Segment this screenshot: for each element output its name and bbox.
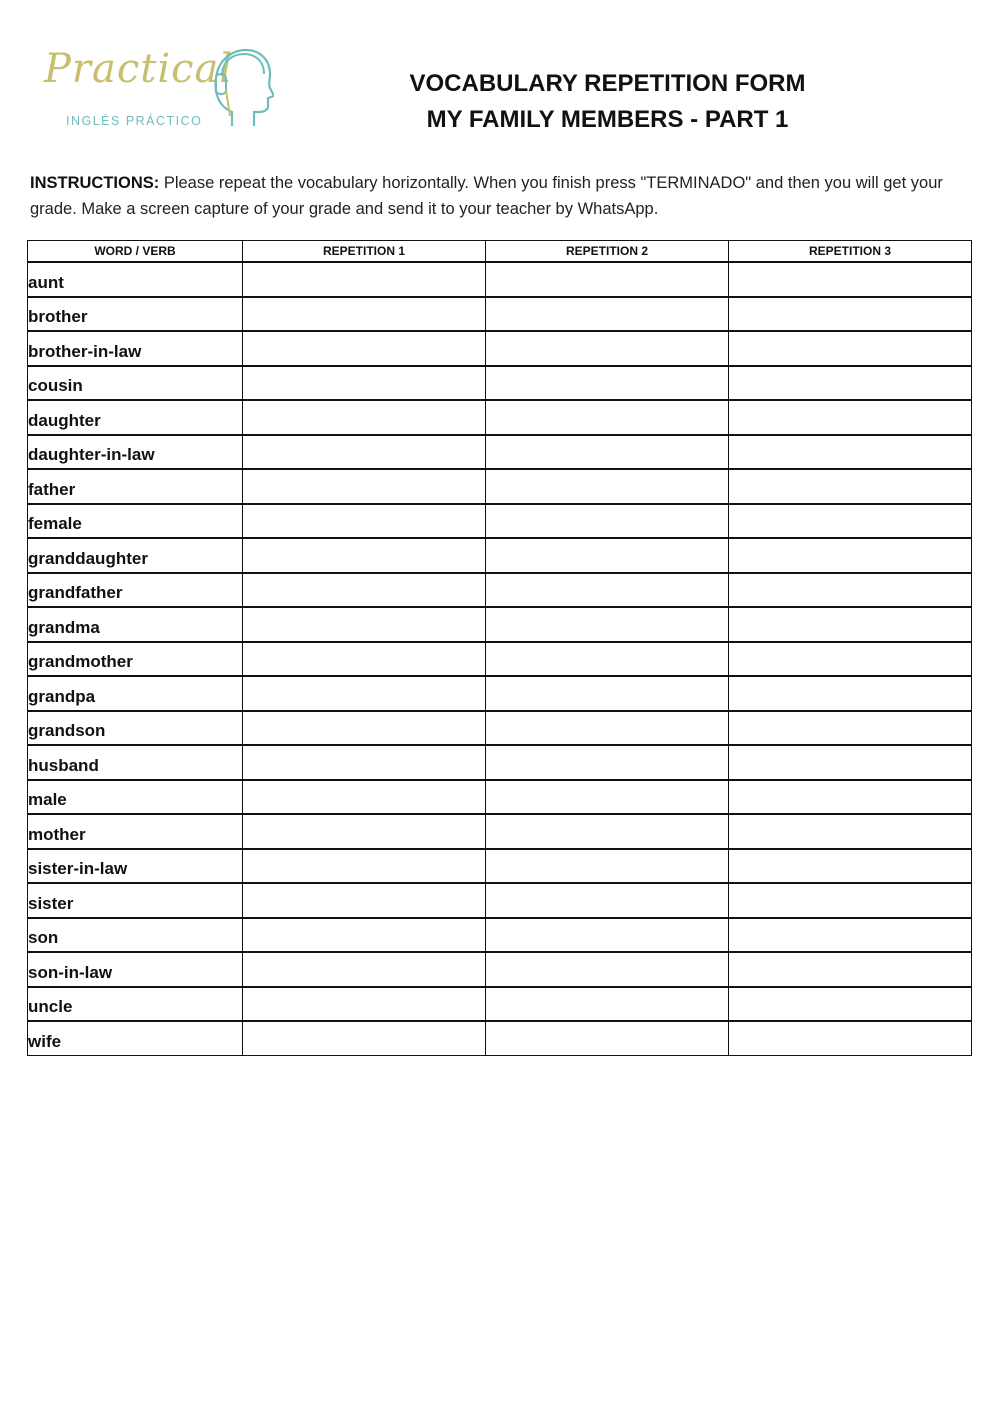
repetition-1-cell[interactable] (243, 469, 486, 504)
repetition-1-cell[interactable] (243, 780, 486, 815)
head-with-headphones-icon (208, 46, 274, 130)
repetition-table (27, 240, 972, 1056)
repetition-3-cell[interactable] (729, 814, 972, 849)
header-repetition-3: REPETITION 3 (729, 241, 972, 263)
repetition-2-cell[interactable] (486, 504, 729, 539)
word-cell: wife (28, 1021, 243, 1055)
word-cell: mother (28, 814, 243, 849)
repetition-2-cell[interactable] (486, 642, 729, 677)
word-cell: cousin (28, 366, 243, 401)
repetition-2-cell[interactable] (486, 745, 729, 780)
table-row (28, 366, 972, 401)
repetition-1-cell[interactable] (243, 331, 486, 366)
word-cell: brother (28, 297, 243, 332)
repetition-3-cell[interactable] (729, 918, 972, 953)
table-row (28, 676, 972, 711)
repetition-1-cell[interactable] (243, 745, 486, 780)
instructions-paragraph (30, 170, 965, 222)
repetition-3-cell[interactable] (729, 642, 972, 677)
word-cell: granddaughter (28, 538, 243, 573)
logo-subtitle: INGLÉS PRÁCTICO (66, 114, 203, 128)
table-row (28, 469, 972, 504)
word-cell: uncle (28, 987, 243, 1022)
repetition-2-cell[interactable] (486, 814, 729, 849)
repetition-3-cell[interactable] (729, 573, 972, 608)
repetition-1-cell[interactable] (243, 642, 486, 677)
repetition-2-cell[interactable] (486, 435, 729, 470)
header-repetition-2: REPETITION 2 (486, 241, 729, 263)
repetition-2-cell[interactable] (486, 952, 729, 987)
word-cell: father (28, 469, 243, 504)
repetition-2-cell[interactable] (486, 469, 729, 504)
repetition-3-cell[interactable] (729, 780, 972, 815)
word-cell: daughter-in-law (28, 435, 243, 470)
repetition-3-cell[interactable] (729, 745, 972, 780)
table-row (28, 400, 972, 435)
repetition-3-cell[interactable] (729, 883, 972, 918)
repetition-3-cell[interactable] (729, 366, 972, 401)
repetition-2-cell[interactable] (486, 1021, 729, 1055)
title-line-1: VOCABULARY REPETITION FORM (409, 70, 806, 97)
repetition-1-cell[interactable] (243, 297, 486, 332)
repetition-2-cell[interactable] (486, 400, 729, 435)
word-cell: grandfather (28, 573, 243, 608)
repetition-1-cell[interactable] (243, 987, 486, 1022)
table-row (28, 297, 972, 332)
table-row (28, 745, 972, 780)
word-cell: grandpa (28, 676, 243, 711)
repetition-1-cell[interactable] (243, 538, 486, 573)
repetition-2-cell[interactable] (486, 331, 729, 366)
instructions-label: INSTRUCTIONS: (30, 174, 160, 192)
repetition-2-cell[interactable] (486, 676, 729, 711)
repetition-1-cell[interactable] (243, 366, 486, 401)
repetition-1-cell[interactable] (243, 711, 486, 746)
table-row (28, 642, 972, 677)
repetition-2-cell[interactable] (486, 573, 729, 608)
page-title (360, 66, 855, 138)
repetition-3-cell[interactable] (729, 607, 972, 642)
word-cell: grandson (28, 711, 243, 746)
table-row (28, 780, 972, 815)
table-row (28, 262, 972, 297)
table-row (28, 814, 972, 849)
repetition-1-cell[interactable] (243, 573, 486, 608)
header-repetition-1: REPETITION 1 (243, 241, 486, 263)
table-header-row (28, 241, 972, 263)
word-cell: sister-in-law (28, 849, 243, 884)
repetition-1-cell[interactable] (243, 262, 486, 297)
repetition-2-cell[interactable] (486, 538, 729, 573)
word-cell: sister (28, 883, 243, 918)
table-row (28, 711, 972, 746)
repetition-2-cell[interactable] (486, 711, 729, 746)
repetition-1-cell[interactable] (243, 1021, 486, 1055)
word-cell: son-in-law (28, 952, 243, 987)
repetition-1-cell[interactable] (243, 849, 486, 884)
repetition-2-cell[interactable] (486, 780, 729, 815)
repetition-3-cell[interactable] (729, 435, 972, 470)
repetition-2-cell[interactable] (486, 883, 729, 918)
repetition-2-cell[interactable] (486, 918, 729, 953)
table-row (28, 987, 972, 1022)
repetition-1-cell[interactable] (243, 883, 486, 918)
table-row (28, 883, 972, 918)
word-cell: daughter (28, 400, 243, 435)
repetition-2-cell[interactable] (486, 262, 729, 297)
table-row (28, 952, 972, 987)
word-cell: grandmother (28, 642, 243, 677)
repetition-3-cell[interactable] (729, 400, 972, 435)
table-row (28, 573, 972, 608)
repetition-1-cell[interactable] (243, 607, 486, 642)
repetition-2-cell[interactable] (486, 849, 729, 884)
repetition-3-cell[interactable] (729, 711, 972, 746)
repetition-3-cell[interactable] (729, 504, 972, 539)
word-cell: aunt (28, 262, 243, 297)
word-cell: brother-in-law (28, 331, 243, 366)
brand-logo (40, 46, 280, 134)
header-word-verb: WORD / VERB (28, 241, 243, 263)
logo-script-text: Practical (44, 46, 234, 92)
word-cell: grandma (28, 607, 243, 642)
table-row (28, 331, 972, 366)
title-line-2: MY FAMILY MEMBERS - PART 1 (426, 106, 789, 133)
table-row (28, 1021, 972, 1055)
repetition-1-cell[interactable] (243, 435, 486, 470)
repetition-1-cell[interactable] (243, 676, 486, 711)
table-row (28, 504, 972, 539)
word-cell: male (28, 780, 243, 815)
repetition-1-cell[interactable] (243, 400, 486, 435)
table-row (28, 849, 972, 884)
word-cell: husband (28, 745, 243, 780)
repetition-2-cell[interactable] (486, 297, 729, 332)
table-row (28, 607, 972, 642)
repetition-2-cell[interactable] (486, 987, 729, 1022)
repetition-3-cell[interactable] (729, 1021, 972, 1055)
repetition-3-cell[interactable] (729, 952, 972, 987)
repetition-3-cell[interactable] (729, 676, 972, 711)
repetition-2-cell[interactable] (486, 607, 729, 642)
repetition-2-cell[interactable] (486, 366, 729, 401)
word-cell: son (28, 918, 243, 953)
table-row (28, 435, 972, 470)
repetition-1-cell[interactable] (243, 814, 486, 849)
table-row (28, 918, 972, 953)
repetition-1-cell[interactable] (243, 952, 486, 987)
repetition-3-cell[interactable] (729, 262, 972, 297)
repetition-1-cell[interactable] (243, 918, 486, 953)
repetition-1-cell[interactable] (243, 504, 486, 539)
table-row (28, 538, 972, 573)
word-cell: female (28, 504, 243, 539)
instructions-text: Please repeat the vocabulary horizontally. When you finish press "TERMINADO" and then you will get your grade. Make a screen capture of your grade and send it to your teacher by WhatsApp. (30, 174, 943, 218)
repetition-3-cell[interactable] (729, 331, 972, 366)
repetition-3-cell[interactable] (729, 849, 972, 884)
repetition-3-cell[interactable] (729, 297, 972, 332)
repetition-3-cell[interactable] (729, 469, 972, 504)
repetition-3-cell[interactable] (729, 987, 972, 1022)
repetition-3-cell[interactable] (729, 538, 972, 573)
